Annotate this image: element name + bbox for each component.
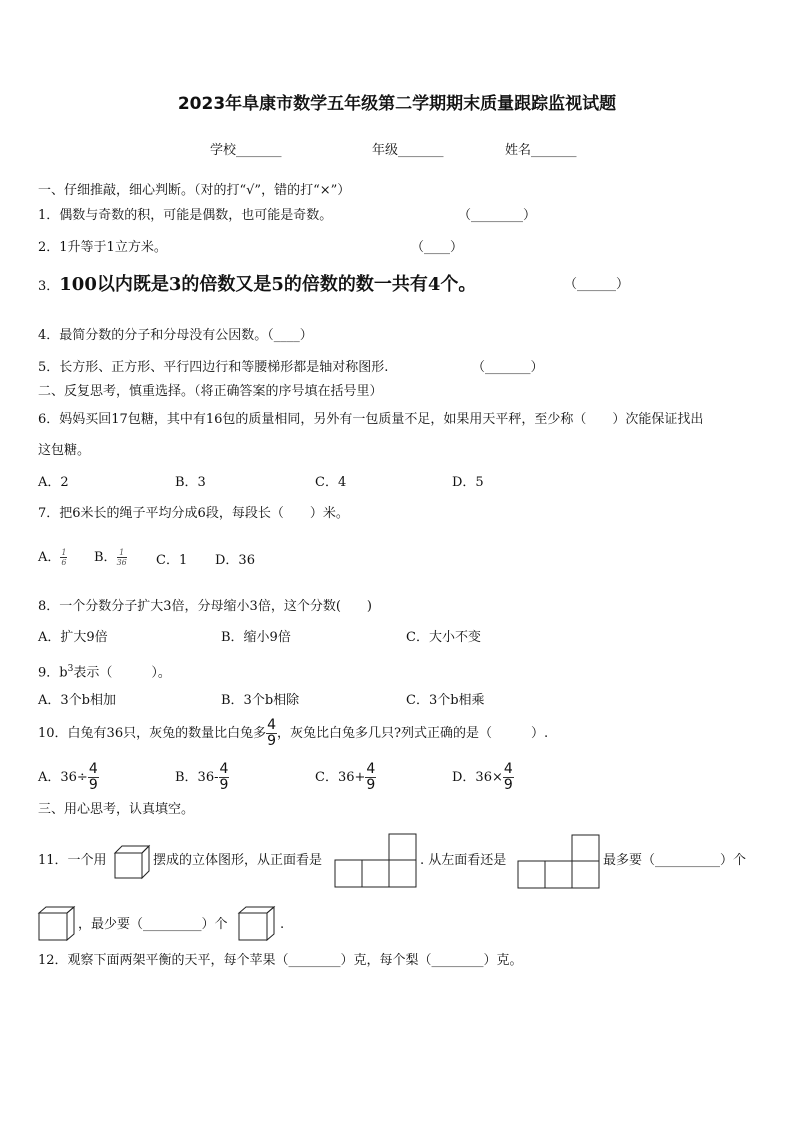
question-10-text-before: 10．白兔有36只，灰兔的数量比白兔多 — [38, 726, 267, 741]
question-2-blank: （____） — [411, 240, 464, 255]
question-2: 2．1升等于1立方米。 — [38, 240, 167, 255]
question-6-line2: 这包糖。 — [38, 443, 91, 458]
fraction-denominator: 9 — [503, 777, 513, 793]
question-11-part5: ，最少要（_________）个 — [78, 917, 228, 932]
q7-option-b-label: B． — [94, 550, 117, 565]
front-view-grid-icon — [334, 833, 418, 889]
question-9-text-before: 9．b — [38, 665, 68, 681]
q10-option-d — [452, 762, 514, 793]
question-3 — [38, 274, 476, 296]
q10-option-c — [315, 762, 376, 793]
question-9 — [38, 661, 171, 681]
q10-option-d-fraction — [503, 762, 514, 793]
fraction-denominator: 36 — [116, 558, 127, 567]
q10-option-c-label: C．36+ — [315, 770, 366, 785]
name-field: 姓名_______ — [505, 143, 577, 158]
q10-option-b-label: B．36- — [175, 770, 219, 785]
fraction-denominator: 6 — [61, 558, 67, 567]
q7-option-b — [94, 548, 127, 567]
question-5: 5．长方形、正方形、平行四边行和等腰梯形都是轴对称图形. — [38, 360, 389, 375]
q10-option-a — [38, 762, 99, 793]
question-11-part2: 摆成的立体图形，从正面看是 — [153, 853, 323, 868]
question-12: 12．观察下面两架平衡的天平，每个苹果（________）克，每个梨（________）克。 — [38, 953, 523, 968]
section2-heading: 二、反复思考，慎重选择。（将正确答案的序号填在括号里） — [38, 384, 383, 399]
q8-option-c: C．大小不变 — [406, 630, 481, 645]
q7-option-b-fraction — [117, 548, 127, 567]
cube-icon — [237, 905, 277, 943]
q6-option-d: D．5 — [452, 475, 484, 490]
fraction-numerator: 1 — [117, 548, 127, 558]
question-1-blank: （________） — [458, 208, 537, 223]
question-10-text-after: ，灰兔比白兔多几只?列式正确的是（ ）. — [277, 726, 549, 741]
q10-option-b — [175, 762, 229, 793]
section3-heading: 三、用心思考，认真填空。 — [38, 802, 195, 817]
question-3-number: 3． — [38, 279, 60, 294]
q8-option-a: A．扩大9倍 — [38, 630, 108, 645]
q7-option-a-fraction — [60, 548, 67, 567]
q8-option-b: B．缩小9倍 — [221, 630, 291, 645]
q6-option-c: C．4 — [315, 475, 347, 490]
section1-heading: 一、仔细推敲，细心判断。（对的打“√”，错的打“×”） — [38, 183, 351, 198]
cube-icon — [37, 905, 77, 943]
q10-option-c-fraction — [365, 762, 376, 793]
question-1: 1．偶数与奇数的积，可能是偶数，也可能是奇数。 — [38, 208, 333, 223]
q7-option-c: C．1 — [156, 553, 188, 568]
fraction-denominator: 9 — [88, 777, 98, 793]
question-11-part3: . 从左面看还是 — [420, 853, 507, 868]
q6-option-b: B．3 — [175, 475, 206, 490]
question-9-exponent: 3 — [67, 664, 74, 674]
q10-option-a-label: A．36÷ — [38, 770, 88, 785]
left-view-grid-icon — [517, 834, 601, 890]
q6-option-a: A．2 — [38, 475, 69, 490]
cube-icon — [112, 843, 152, 880]
q7-option-d: D．36 — [215, 553, 255, 568]
question-4: 4．最简分数的分子和分母没有公因数。（____） — [38, 328, 313, 343]
q10-option-b-fraction — [219, 762, 230, 793]
question-9-text-after: 表示（ ）。 — [73, 665, 171, 681]
fraction-numerator: 4 — [267, 717, 277, 733]
page-title: 2023年阜康市数学五年级第二学期期末质量跟踪监视试题 — [177, 94, 617, 114]
fraction-numerator: 4 — [366, 761, 376, 777]
q9-option-a: A．3个b相加 — [38, 693, 116, 708]
fraction-numerator: 4 — [503, 761, 513, 777]
q10-option-d-label: D．36× — [452, 770, 503, 785]
question-10-fraction — [266, 718, 277, 749]
question-10 — [38, 718, 548, 749]
question-3-blank: （______） — [564, 277, 630, 292]
q7-option-a — [38, 548, 67, 567]
question-3-text: 100以内既是3的倍数又是5的倍数的数一共有4个。 — [59, 274, 477, 295]
fraction-numerator: 4 — [219, 761, 229, 777]
q10-option-a-fraction — [88, 762, 99, 793]
grade-field: 年级_______ — [372, 143, 444, 158]
question-7: 7．把6米长的绳子平均分成6段，每段长（ ）米。 — [38, 506, 349, 521]
question-8: 8．一个分数分子扩大3倍，分母缩小3倍，这个分数( ) — [38, 599, 372, 614]
question-6-line1: 6．妈妈买回17包糖，其中有16包的质量相同，另外有一包质量不足，如果用天平秤，至少称（ ）次能保证找出 — [38, 412, 704, 427]
school-field: 学校_______ — [210, 143, 282, 158]
q9-option-b: B．3个b相除 — [221, 693, 300, 708]
fraction-numerator: 4 — [88, 761, 98, 777]
q7-option-a-label: A． — [38, 550, 61, 565]
question-11-part1: 11．一个用 — [38, 853, 107, 868]
fraction-denominator: 9 — [366, 777, 376, 793]
fraction-numerator: 1 — [61, 548, 67, 557]
question-11-part6: . — [280, 917, 285, 932]
question-11-part4: 最多要（__________）个 — [603, 853, 747, 868]
fraction-denominator: 9 — [267, 733, 277, 749]
q9-option-c: C．3个b相乘 — [406, 693, 485, 708]
question-5-blank: （_______） — [472, 360, 544, 375]
fraction-denominator: 9 — [219, 777, 229, 793]
